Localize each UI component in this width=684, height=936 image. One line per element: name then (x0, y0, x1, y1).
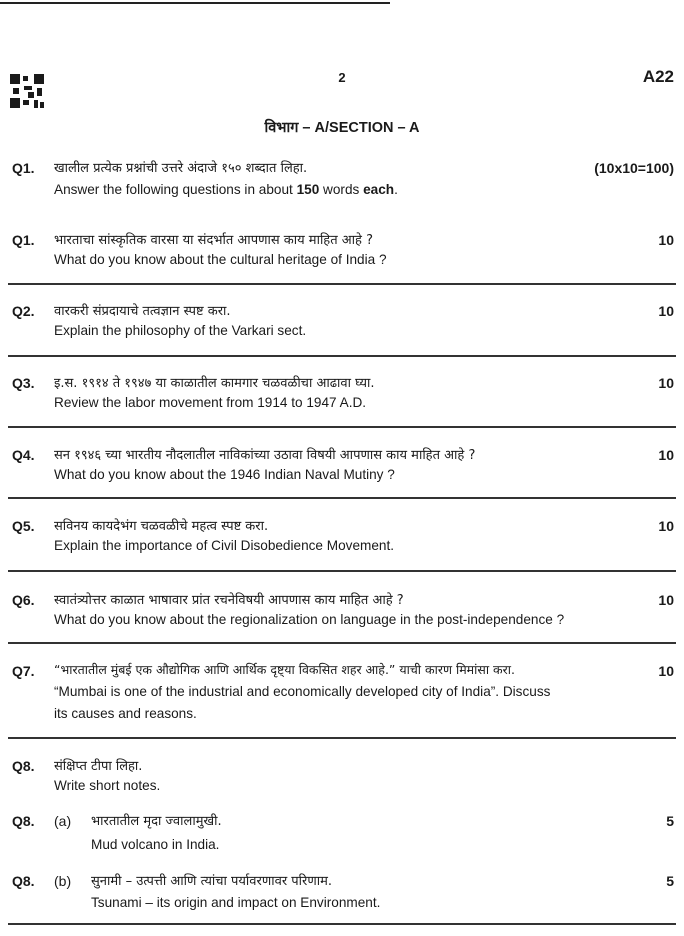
question-marathi: स्वातंत्र्योत्तर काळात भाषावार प्रांत रचनेविषयी आपणास काय माहित आहे ? (54, 593, 404, 608)
question-marks: 5 (666, 873, 674, 889)
question-marathi: इ.स. १९१४ ते १९४७ या काळातील कामगार चळवळीचा आढावा घ्या. (54, 376, 375, 391)
divider (8, 355, 676, 357)
question-english: “Mumbai is one of the industrial and economically developed city of India”. Discuss (54, 684, 551, 699)
question-number: Q1. (12, 160, 35, 176)
question-marathi: भारताचा सांस्कृतिक वारसा या संदर्भात आपणास काय माहित आहे ? (54, 233, 373, 248)
question-marks: 10 (658, 375, 674, 391)
divider (8, 283, 676, 285)
question-number: Q1. (12, 232, 35, 248)
question-number: Q7. (12, 663, 35, 679)
instruction-english: Answer the following questions in about 150 words each. (54, 182, 398, 197)
question-number: Q5. (12, 518, 35, 534)
question-english: What do you know about the 1946 Indian Naval Mutiny ? (54, 467, 395, 482)
short-note-english: Tsunami – its origin and impact on Environment. (91, 895, 381, 910)
divider (8, 923, 676, 925)
section-title: विभाग – A/SECTION – A (264, 120, 420, 136)
divider (8, 737, 676, 739)
question-number: Q8. (12, 813, 35, 829)
question-number: Q2. (12, 303, 35, 319)
question-marks: 10 (658, 663, 674, 679)
question-english: Review the labor movement from 1914 to 1947 A.D. (54, 395, 367, 410)
total-marks: (10x10=100) (594, 160, 674, 176)
question-number: Q8. (12, 873, 35, 889)
question-marks: 10 (658, 592, 674, 608)
question-marathi: सन १९४६ च्या भारतीय नौदलातील नाविकांच्या उठावा विषयी आपणास काय माहित आहे ? (54, 448, 476, 463)
instruction-marathi: खालील प्रत्येक प्रश्नांची उत्तरे अंदाजे १५० शब्दात लिहा. (54, 161, 308, 176)
question-number: Q6. (12, 592, 35, 608)
short-note-marathi: भारतातील मृदा ज्वालामुखी. (91, 814, 222, 829)
sub-label: (a) (54, 813, 72, 829)
question-number: Q3. (12, 375, 35, 391)
page-number: 2 (338, 70, 346, 85)
question-marks: 10 (658, 232, 674, 248)
question-english-continued: its causes and reasons. (54, 706, 197, 721)
question-marathi: सविनय कायदेभंग चळवळीचे महत्व स्पष्ट करा. (54, 519, 269, 534)
question-marks: 10 (658, 518, 674, 534)
short-note-english: Mud volcano in India. (91, 837, 220, 852)
question-number: Q8. (12, 758, 35, 774)
divider (8, 426, 676, 428)
question-marks: 10 (658, 447, 674, 463)
question-english: Explain the philosophy of the Varkari sect. (54, 323, 307, 338)
short-note-marathi: सुनामी – उत्पत्ती आणि त्यांचा पर्यावरणावर परिणाम. (91, 874, 333, 889)
question-english: What do you know about the cultural heritage of India ? (54, 252, 387, 267)
question-english: What do you know about the regionalization on language in the post-independence ? (54, 612, 565, 627)
divider (8, 570, 676, 572)
divider (8, 642, 676, 644)
question-number: Q4. (12, 447, 35, 463)
short-notes-english: Write short notes. (54, 778, 161, 793)
divider (8, 497, 676, 499)
question-english: Explain the importance of Civil Disobedience Movement. (54, 538, 395, 553)
sub-label: (b) (54, 873, 72, 889)
paper-code: A22 (642, 67, 674, 86)
question-marks: 5 (666, 813, 674, 829)
question-marks: 10 (658, 303, 674, 319)
short-notes-marathi: संक्षिप्त टीपा लिहा. (54, 759, 143, 774)
question-marathi: “भारतातील मुंबई एक औद्योगिक आणि आर्थिक दृष्ट्या विकसित शहर आहे.” याची कारण मिमांसा करा. (54, 662, 515, 677)
question-marathi: वारकरी संप्रदायाचे तत्वज्ञान स्पष्ट करा. (54, 304, 231, 319)
top-rule (0, 2, 390, 4)
